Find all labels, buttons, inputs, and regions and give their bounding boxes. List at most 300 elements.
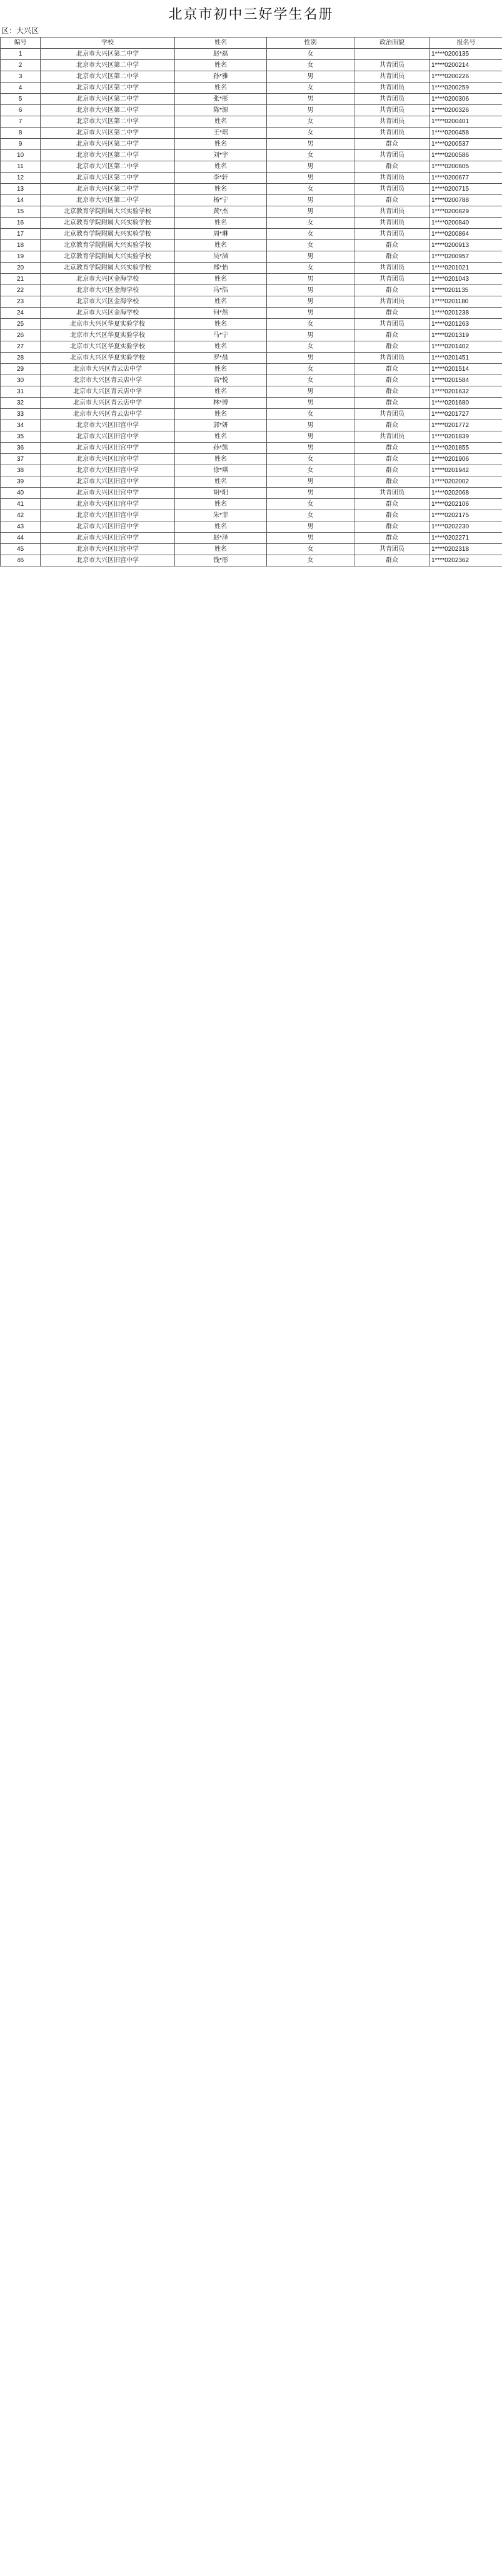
cell-registration-number: 1****0202318 bbox=[430, 544, 502, 555]
cell-political-status: 共青团员 bbox=[354, 218, 430, 229]
cell-gender: 女 bbox=[267, 240, 354, 251]
cell-gender: 女 bbox=[267, 263, 354, 274]
cell-gender: 男 bbox=[267, 443, 354, 454]
cell-gender: 女 bbox=[267, 116, 354, 128]
cell-political-status: 群众 bbox=[354, 465, 430, 476]
table-row bbox=[1, 285, 502, 296]
cell-political-status: 共青团员 bbox=[354, 184, 430, 195]
cell-school: 北京市大兴区第二中学 bbox=[41, 161, 175, 173]
cell-number: 12 bbox=[1, 173, 41, 184]
cell-gender: 男 bbox=[267, 488, 354, 499]
cell-number: 23 bbox=[1, 296, 41, 308]
cell-political-status: 群众 bbox=[354, 195, 430, 206]
cell-school: 北京教育学院附属大兴实验学校 bbox=[41, 251, 175, 263]
cell-gender: 女 bbox=[267, 341, 354, 353]
table-row bbox=[1, 150, 502, 161]
table-row bbox=[1, 521, 502, 533]
table-row bbox=[1, 398, 502, 409]
cell-gender: 男 bbox=[267, 139, 354, 150]
cell-political-status: 群众 bbox=[354, 139, 430, 150]
cell-school: 北京市大兴区第二中学 bbox=[41, 71, 175, 83]
cell-number: 34 bbox=[1, 420, 41, 431]
cell-school: 北京市大兴区青云店中学 bbox=[41, 409, 175, 420]
cell-political-status: 群众 bbox=[354, 398, 430, 409]
cell-political-status: 共青团员 bbox=[354, 206, 430, 218]
table-row bbox=[1, 319, 502, 330]
cell-name: 王*瑶 bbox=[175, 128, 267, 139]
cell-number: 5 bbox=[1, 94, 41, 105]
cell-registration-number: 1****0201043 bbox=[430, 274, 502, 285]
table-row bbox=[1, 49, 502, 60]
cell-registration-number: 1****0201180 bbox=[430, 296, 502, 308]
cell-name: 姓名 bbox=[175, 116, 267, 128]
cell-name: 姓名 bbox=[175, 544, 267, 555]
cell-school: 北京市大兴区金海学校 bbox=[41, 274, 175, 285]
cell-registration-number: 1****0201839 bbox=[430, 431, 502, 443]
header-school: 学校 bbox=[41, 38, 175, 49]
cell-number: 31 bbox=[1, 386, 41, 398]
table-row bbox=[1, 386, 502, 398]
cell-political-status: 群众 bbox=[354, 161, 430, 173]
cell-registration-number: 1****0201680 bbox=[430, 398, 502, 409]
cell-number: 27 bbox=[1, 341, 41, 353]
cell-name: 姓名 bbox=[175, 60, 267, 71]
cell-number: 43 bbox=[1, 521, 41, 533]
cell-registration-number: 1****0201632 bbox=[430, 386, 502, 398]
cell-name: 马*宁 bbox=[175, 330, 267, 341]
table-row bbox=[1, 240, 502, 251]
cell-gender: 男 bbox=[267, 296, 354, 308]
cell-name: 姓名 bbox=[175, 296, 267, 308]
cell-number: 30 bbox=[1, 375, 41, 386]
cell-school: 北京市大兴区旧宫中学 bbox=[41, 431, 175, 443]
cell-number: 38 bbox=[1, 465, 41, 476]
cell-school: 北京市大兴区第二中学 bbox=[41, 150, 175, 161]
cell-registration-number: 1****0201451 bbox=[430, 353, 502, 364]
cell-school: 北京市大兴区第二中学 bbox=[41, 83, 175, 94]
cell-number: 35 bbox=[1, 431, 41, 443]
cell-school: 北京市大兴区第二中学 bbox=[41, 139, 175, 150]
cell-registration-number: 1****0201942 bbox=[430, 465, 502, 476]
cell-number: 28 bbox=[1, 353, 41, 364]
cell-gender: 女 bbox=[267, 319, 354, 330]
cell-gender: 男 bbox=[267, 533, 354, 544]
cell-political-status: 共青团员 bbox=[354, 173, 430, 184]
cell-registration-number: 1****0200715 bbox=[430, 184, 502, 195]
cell-political-status: 群众 bbox=[354, 510, 430, 521]
cell-gender: 男 bbox=[267, 308, 354, 319]
cell-number: 13 bbox=[1, 184, 41, 195]
table-row bbox=[1, 409, 502, 420]
table-row bbox=[1, 364, 502, 375]
table-row bbox=[1, 454, 502, 465]
cell-political-status: 共青团员 bbox=[354, 60, 430, 71]
cell-name: 姓名 bbox=[175, 139, 267, 150]
cell-political-status: 群众 bbox=[354, 454, 430, 465]
cell-number: 44 bbox=[1, 533, 41, 544]
cell-gender: 男 bbox=[267, 386, 354, 398]
cell-name: 姓名 bbox=[175, 476, 267, 488]
cell-number: 10 bbox=[1, 150, 41, 161]
cell-name: 姓名 bbox=[175, 240, 267, 251]
cell-school: 北京市大兴区华夏实验学校 bbox=[41, 319, 175, 330]
cell-registration-number: 1****0201263 bbox=[430, 319, 502, 330]
cell-political-status: 共青团员 bbox=[354, 488, 430, 499]
cell-school: 北京市大兴区旧宫中学 bbox=[41, 443, 175, 454]
cell-gender: 男 bbox=[267, 206, 354, 218]
cell-registration-number: 1****0200259 bbox=[430, 83, 502, 94]
cell-number: 4 bbox=[1, 83, 41, 94]
table-row bbox=[1, 330, 502, 341]
cell-school: 北京市大兴区华夏实验学校 bbox=[41, 330, 175, 341]
cell-school: 北京教育学院附属大兴实验学校 bbox=[41, 218, 175, 229]
cell-political-status: 共青团员 bbox=[354, 116, 430, 128]
cell-gender: 男 bbox=[267, 274, 354, 285]
cell-registration-number: 1****0200957 bbox=[430, 251, 502, 263]
cell-number: 25 bbox=[1, 319, 41, 330]
cell-name: 冯*浩 bbox=[175, 285, 267, 296]
cell-school: 北京市大兴区旧宫中学 bbox=[41, 510, 175, 521]
header-row bbox=[1, 38, 502, 49]
cell-number: 8 bbox=[1, 128, 41, 139]
cell-political-status: 群众 bbox=[354, 364, 430, 375]
cell-number: 33 bbox=[1, 409, 41, 420]
cell-school: 北京市大兴区旧宫中学 bbox=[41, 465, 175, 476]
header-political-status: 政治面貌 bbox=[354, 38, 430, 49]
cell-political-status: 群众 bbox=[354, 285, 430, 296]
cell-number: 20 bbox=[1, 263, 41, 274]
cell-number: 45 bbox=[1, 544, 41, 555]
cell-name: 徐*琪 bbox=[175, 465, 267, 476]
cell-registration-number: 1****0202271 bbox=[430, 533, 502, 544]
table-row bbox=[1, 499, 502, 510]
header-name: 姓名 bbox=[175, 38, 267, 49]
cell-number: 7 bbox=[1, 116, 41, 128]
cell-name: 姓名 bbox=[175, 499, 267, 510]
table-row bbox=[1, 555, 502, 566]
cell-school: 北京市大兴区金海学校 bbox=[41, 285, 175, 296]
cell-gender: 男 bbox=[267, 71, 354, 83]
cell-school: 北京市大兴区旧宫中学 bbox=[41, 544, 175, 555]
cell-number: 26 bbox=[1, 330, 41, 341]
cell-gender: 男 bbox=[267, 476, 354, 488]
cell-gender: 男 bbox=[267, 330, 354, 341]
table-row bbox=[1, 431, 502, 443]
cell-gender: 女 bbox=[267, 364, 354, 375]
cell-number: 37 bbox=[1, 454, 41, 465]
cell-number: 11 bbox=[1, 161, 41, 173]
cell-political-status: 群众 bbox=[354, 420, 430, 431]
cell-political-status: 共青团员 bbox=[354, 128, 430, 139]
table-row bbox=[1, 218, 502, 229]
cell-number: 15 bbox=[1, 206, 41, 218]
cell-school: 北京市大兴区旧宫中学 bbox=[41, 499, 175, 510]
header-gender: 性别 bbox=[267, 38, 354, 49]
cell-gender: 女 bbox=[267, 375, 354, 386]
cell-registration-number: 1****0200326 bbox=[430, 105, 502, 116]
cell-political-status: 群众 bbox=[354, 499, 430, 510]
cell-registration-number: 1****0200135 bbox=[430, 49, 502, 60]
cell-registration-number: 1****0200306 bbox=[430, 94, 502, 105]
table-row bbox=[1, 544, 502, 555]
cell-name: 林*博 bbox=[175, 398, 267, 409]
cell-gender: 男 bbox=[267, 105, 354, 116]
cell-gender: 男 bbox=[267, 161, 354, 173]
cell-number: 2 bbox=[1, 60, 41, 71]
cell-name: 姓名 bbox=[175, 218, 267, 229]
table-row bbox=[1, 465, 502, 476]
cell-registration-number: 1****0202106 bbox=[430, 499, 502, 510]
cell-gender: 男 bbox=[267, 173, 354, 184]
cell-name: 孙*凯 bbox=[175, 443, 267, 454]
cell-registration-number: 1****0201402 bbox=[430, 341, 502, 353]
cell-gender: 男 bbox=[267, 398, 354, 409]
cell-name: 姓名 bbox=[175, 454, 267, 465]
cell-name: 姓名 bbox=[175, 364, 267, 375]
cell-number: 29 bbox=[1, 364, 41, 375]
student-roster-table bbox=[0, 37, 502, 566]
cell-school: 北京市大兴区第二中学 bbox=[41, 128, 175, 139]
cell-political-status: 共青团员 bbox=[354, 94, 430, 105]
cell-gender: 男 bbox=[267, 420, 354, 431]
cell-school: 北京市大兴区青云店中学 bbox=[41, 375, 175, 386]
cell-registration-number: 1****0200458 bbox=[430, 128, 502, 139]
cell-school: 北京市大兴区旧宫中学 bbox=[41, 555, 175, 566]
cell-registration-number: 1****0201319 bbox=[430, 330, 502, 341]
cell-school: 北京市大兴区第二中学 bbox=[41, 116, 175, 128]
table-row bbox=[1, 510, 502, 521]
cell-school: 北京市大兴区旧宫中学 bbox=[41, 420, 175, 431]
cell-registration-number: 1****0200788 bbox=[430, 195, 502, 206]
cell-school: 北京市大兴区旧宫中学 bbox=[41, 488, 175, 499]
cell-political-status: 共青团员 bbox=[354, 229, 430, 240]
cell-school: 北京市大兴区旧宫中学 bbox=[41, 476, 175, 488]
cell-number: 36 bbox=[1, 443, 41, 454]
cell-registration-number: 1****0200829 bbox=[430, 206, 502, 218]
cell-name: 陈*源 bbox=[175, 105, 267, 116]
cell-number: 16 bbox=[1, 218, 41, 229]
cell-name: 赵*泽 bbox=[175, 533, 267, 544]
cell-gender: 女 bbox=[267, 465, 354, 476]
cell-name: 姓名 bbox=[175, 83, 267, 94]
cell-number: 14 bbox=[1, 195, 41, 206]
cell-gender: 女 bbox=[267, 49, 354, 60]
cell-registration-number: 1****0202230 bbox=[430, 521, 502, 533]
cell-name: 姓名 bbox=[175, 386, 267, 398]
cell-registration-number: 1****0202362 bbox=[430, 555, 502, 566]
cell-school: 北京市大兴区青云店中学 bbox=[41, 364, 175, 375]
header-registration-number: 报名号 bbox=[430, 38, 502, 49]
district-label: 区：大兴区 bbox=[1, 26, 39, 35]
cell-gender: 女 bbox=[267, 150, 354, 161]
cell-gender: 女 bbox=[267, 510, 354, 521]
table-row bbox=[1, 116, 502, 128]
cell-name: 姓名 bbox=[175, 431, 267, 443]
cell-name: 姓名 bbox=[175, 409, 267, 420]
cell-gender: 女 bbox=[267, 454, 354, 465]
roster-body bbox=[1, 49, 502, 566]
table-row bbox=[1, 488, 502, 499]
cell-name: 何*然 bbox=[175, 308, 267, 319]
cell-registration-number: 1****0200677 bbox=[430, 173, 502, 184]
cell-gender: 男 bbox=[267, 521, 354, 533]
cell-school: 北京市大兴区第二中学 bbox=[41, 105, 175, 116]
cell-school: 北京教育学院附属大兴实验学校 bbox=[41, 206, 175, 218]
cell-registration-number: 1****0201855 bbox=[430, 443, 502, 454]
cell-number: 40 bbox=[1, 488, 41, 499]
cell-name: 姓名 bbox=[175, 274, 267, 285]
cell-political-status: 群众 bbox=[354, 330, 430, 341]
table-row bbox=[1, 206, 502, 218]
cell-registration-number: 1****0201021 bbox=[430, 263, 502, 274]
cell-name: 周*琳 bbox=[175, 229, 267, 240]
cell-number: 24 bbox=[1, 308, 41, 319]
table-row bbox=[1, 105, 502, 116]
cell-registration-number: 1****0202068 bbox=[430, 488, 502, 499]
document-title: 北京市初中三好学生名册 bbox=[168, 7, 334, 23]
table-row bbox=[1, 420, 502, 431]
table-row bbox=[1, 274, 502, 285]
cell-school: 北京市大兴区金海学校 bbox=[41, 308, 175, 319]
cell-name: 姓名 bbox=[175, 521, 267, 533]
cell-political-status: 群众 bbox=[354, 308, 430, 319]
cell-number: 39 bbox=[1, 476, 41, 488]
table-row bbox=[1, 184, 502, 195]
cell-school: 北京市大兴区第二中学 bbox=[41, 184, 175, 195]
cell-gender: 男 bbox=[267, 195, 354, 206]
cell-school: 北京市大兴区旧宫中学 bbox=[41, 533, 175, 544]
cell-name: 黄*杰 bbox=[175, 206, 267, 218]
cell-registration-number: 1****0200840 bbox=[430, 218, 502, 229]
cell-political-status: 群众 bbox=[354, 533, 430, 544]
cell-number: 17 bbox=[1, 229, 41, 240]
cell-political-status: 共青团员 bbox=[354, 319, 430, 330]
cell-gender: 男 bbox=[267, 251, 354, 263]
cell-school: 北京市大兴区第二中学 bbox=[41, 49, 175, 60]
cell-political-status: 共青团员 bbox=[354, 431, 430, 443]
table-row bbox=[1, 443, 502, 454]
cell-political-status: 群众 bbox=[354, 476, 430, 488]
cell-school: 北京市大兴区旧宫中学 bbox=[41, 454, 175, 465]
cell-gender: 女 bbox=[267, 83, 354, 94]
cell-number: 18 bbox=[1, 240, 41, 251]
table-row bbox=[1, 195, 502, 206]
table-row bbox=[1, 161, 502, 173]
cell-registration-number: 1****0201772 bbox=[430, 420, 502, 431]
cell-name: 姓名 bbox=[175, 319, 267, 330]
cell-number: 41 bbox=[1, 499, 41, 510]
cell-political-status: 群众 bbox=[354, 341, 430, 353]
table-row bbox=[1, 251, 502, 263]
cell-registration-number: 1****0202175 bbox=[430, 510, 502, 521]
cell-registration-number: 1****0200864 bbox=[430, 229, 502, 240]
cell-gender: 女 bbox=[267, 128, 354, 139]
cell-school: 北京市大兴区旧宫中学 bbox=[41, 521, 175, 533]
cell-name: 胡*阳 bbox=[175, 488, 267, 499]
cell-school: 北京市大兴区金海学校 bbox=[41, 296, 175, 308]
cell-registration-number: 1****0201727 bbox=[430, 409, 502, 420]
cell-gender: 男 bbox=[267, 353, 354, 364]
cell-school: 北京教育学院附属大兴实验学校 bbox=[41, 229, 175, 240]
cell-number: 1 bbox=[1, 49, 41, 60]
cell-political-status: 共青团员 bbox=[354, 105, 430, 116]
cell-registration-number: 1****0201514 bbox=[430, 364, 502, 375]
cell-registration-number: 1****0201584 bbox=[430, 375, 502, 386]
cell-political-status: 共青团员 bbox=[354, 409, 430, 420]
cell-name: 高*悦 bbox=[175, 375, 267, 386]
table-row bbox=[1, 341, 502, 353]
cell-political-status: 共青团员 bbox=[354, 274, 430, 285]
table-row bbox=[1, 476, 502, 488]
cell-number: 42 bbox=[1, 510, 41, 521]
cell-school: 北京市大兴区第二中学 bbox=[41, 195, 175, 206]
cell-registration-number: 1****0202002 bbox=[430, 476, 502, 488]
cell-political-status: 共青团员 bbox=[354, 263, 430, 274]
cell-name: 朱*菲 bbox=[175, 510, 267, 521]
cell-number: 46 bbox=[1, 555, 41, 566]
cell-school: 北京市大兴区第二中学 bbox=[41, 60, 175, 71]
cell-name: 杨*宁 bbox=[175, 195, 267, 206]
cell-gender: 男 bbox=[267, 285, 354, 296]
cell-school: 北京市大兴区青云店中学 bbox=[41, 398, 175, 409]
cell-name: 孙*雅 bbox=[175, 71, 267, 83]
cell-name: 姓名 bbox=[175, 184, 267, 195]
cell-political-status: 群众 bbox=[354, 521, 430, 533]
cell-name: 张*彤 bbox=[175, 94, 267, 105]
cell-political-status: 共青团员 bbox=[354, 544, 430, 555]
cell-gender: 女 bbox=[267, 544, 354, 555]
cell-gender: 女 bbox=[267, 499, 354, 510]
cell-number: 9 bbox=[1, 139, 41, 150]
cell-political-status bbox=[354, 49, 430, 60]
cell-school: 北京市大兴区第二中学 bbox=[41, 173, 175, 184]
cell-number: 21 bbox=[1, 274, 41, 285]
table-row bbox=[1, 263, 502, 274]
table-row bbox=[1, 94, 502, 105]
table-row bbox=[1, 308, 502, 319]
cell-political-status: 群众 bbox=[354, 375, 430, 386]
cell-school: 北京市大兴区青云店中学 bbox=[41, 386, 175, 398]
cell-number: 32 bbox=[1, 398, 41, 409]
cell-name: 姓名 bbox=[175, 161, 267, 173]
cell-political-status: 群众 bbox=[354, 240, 430, 251]
cell-name: 罗*晨 bbox=[175, 353, 267, 364]
cell-gender: 男 bbox=[267, 431, 354, 443]
table-row bbox=[1, 173, 502, 184]
cell-political-status: 共青团员 bbox=[354, 296, 430, 308]
table-row bbox=[1, 229, 502, 240]
table-row bbox=[1, 71, 502, 83]
cell-political-status: 群众 bbox=[354, 251, 430, 263]
cell-name: 姓名 bbox=[175, 341, 267, 353]
table-row bbox=[1, 60, 502, 71]
table-row bbox=[1, 128, 502, 139]
cell-registration-number: 1****0200605 bbox=[430, 161, 502, 173]
cell-registration-number: 1****0201135 bbox=[430, 285, 502, 296]
cell-name: 郑*怡 bbox=[175, 263, 267, 274]
table-row bbox=[1, 353, 502, 364]
cell-gender: 女 bbox=[267, 555, 354, 566]
cell-name: 李*轩 bbox=[175, 173, 267, 184]
cell-school: 北京市大兴区第二中学 bbox=[41, 94, 175, 105]
cell-political-status: 群众 bbox=[354, 555, 430, 566]
cell-number: 19 bbox=[1, 251, 41, 263]
cell-registration-number: 1****0200214 bbox=[430, 60, 502, 71]
cell-gender: 女 bbox=[267, 229, 354, 240]
cell-political-status: 共青团员 bbox=[354, 353, 430, 364]
cell-gender: 女 bbox=[267, 409, 354, 420]
cell-registration-number: 1****0200537 bbox=[430, 139, 502, 150]
